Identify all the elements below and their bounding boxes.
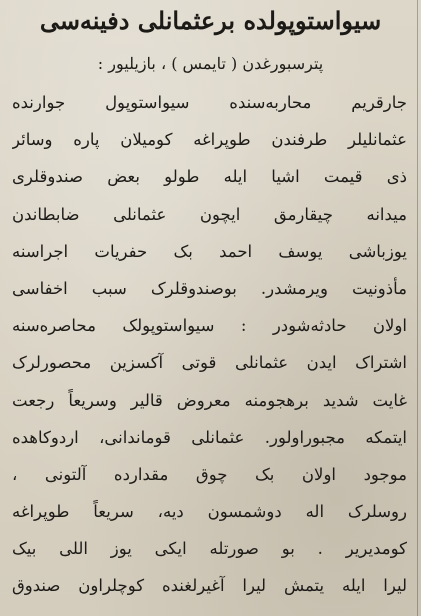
body-line: اولان حادثه‌شودر : سیواستوپولک محاصره‌سنه: [12, 316, 407, 336]
body-line: روسلرک اله دوشمسون دیه، سریعاً طوپراغه: [12, 502, 407, 522]
body-line: موجود اولان بک چوق مقدارده آلتونی ،: [12, 464, 407, 484]
article-dateline: پترسبورغدن ( تایمس ) ، بازیلیور :: [97, 54, 324, 73]
body-line: ذی قیمت اشیا ایله طولو بعض صندوقلری: [12, 167, 407, 187]
body-line: اشتراک ایدن عثمانلی قوتی آکسزین محصورلرک: [12, 353, 407, 373]
body-line: غایت شدید برهجومنه معروض قالیر وسریعاً رجعت: [12, 390, 407, 410]
article-body: [12, 84, 407, 605]
body-line: ایتمکه مجبوراولور. عثمانلی قوماندانی، اردوکاهده: [12, 427, 407, 447]
column-rule: [417, 0, 418, 616]
body-line: مأذونیت ویرمشدر. بوصندوقلرک سبب اخفاسی: [12, 278, 407, 298]
body-line: لیرا ایله یتمش لیرا آغیرلغنده کوچلراون صندوق: [12, 576, 407, 596]
body-line: کومدیریر . بو صورتله ایکی یوز اللی بیک: [12, 539, 407, 559]
article-headline: سیواستوپولده برعثمانلی دفینه‌سی: [39, 6, 382, 35]
body-line: عثمانلیلر طرفندن طوپراغه کومیلان پاره وسائر: [12, 130, 407, 150]
body-line: میدانه چیقارمق ایچون عثمانلی ضابطاندن: [12, 204, 407, 224]
body-line: یوزباشی یوسف احمد بک حفریات اجراسنه: [12, 241, 407, 261]
body-line: جارقریم محاربه‌سنده سیواستوپول جوارنده: [12, 93, 407, 112]
